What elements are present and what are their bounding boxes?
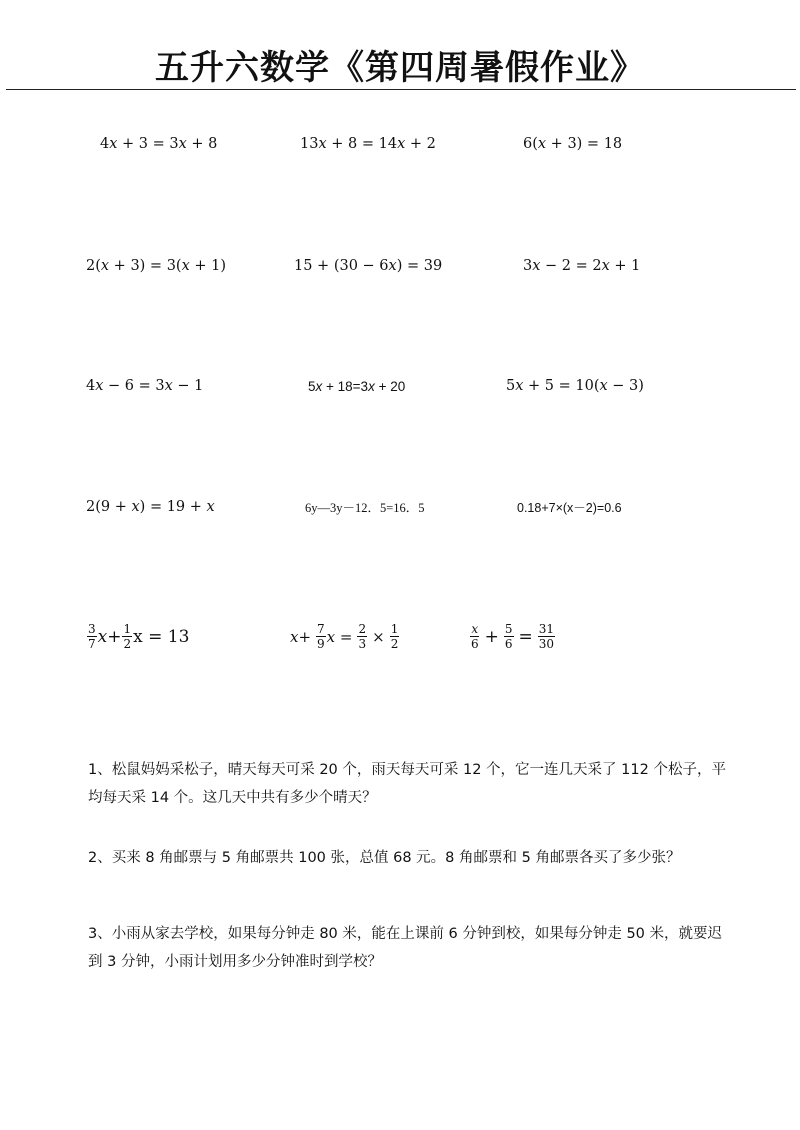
fraction: $\frac{1}{2}$ — [123, 622, 132, 651]
word-problem-2: 2、买来 8 角邮票与 5 角邮票共 100 张，总值 68 元。8 角邮票和 5 角邮票各买了多少张？ — [88, 850, 681, 866]
fraction: $\frac{5}{6}$ — [504, 622, 513, 651]
page-title: 五升六数学《第四周暑假作业》 — [155, 48, 645, 88]
fraction: $\frac{31}{30}$ — [538, 622, 555, 651]
equation: 2(9 + x) = 19 + x — [86, 499, 215, 515]
equation: 13x + 8 = 14x + 2 — [300, 136, 436, 152]
title-underline — [6, 89, 796, 90]
equation: 6y—3y－12．5=16．5 — [305, 501, 425, 515]
fraction: $\frac{3}{7}$ — [88, 622, 96, 651]
fraction: $\frac{2}{3}$ — [358, 622, 367, 651]
equation: 4x − 6 = 3x − 1 — [86, 378, 204, 394]
word-problem-3: 3、小雨从家去学校，如果每分钟走 80 米，能在上课前 6 分钟到校，如果每分钟走 50 米，就要迟到 3 分钟，小雨计划用多少分钟准时到学校？ — [88, 926, 723, 970]
equation: 2(x + 3) = 3(x + 1) — [86, 258, 227, 274]
fraction-equation: x+ $\frac{7}{9}$ x = $\frac{2}{3}$ × $\frac{1}{2}$ — [290, 622, 399, 651]
fraction-equation: $\frac{x}{6}$ + $\frac{5}{6}$ = $\frac{31}{30}$ — [471, 622, 555, 651]
word-problem-1: 1、松鼠妈妈采松子，晴天每天可采 20 个，雨天每天可采 12 个，它一连几天采了 112 个松子，平均每天采 14 个。这几天中共有多少个晴天？ — [88, 762, 726, 806]
equation: 6(x + 3) = 18 — [523, 136, 623, 152]
equation: 5x + 18=3x + 20 — [308, 379, 406, 394]
equation: 4x + 3 = 3x + 8 — [100, 136, 218, 152]
fraction: $\frac{7}{9}$ — [317, 622, 325, 651]
equation: 0.18+7×(x－2)=0.6 — [517, 501, 622, 515]
equation: 5x + 5 = 10(x − 3) — [506, 378, 644, 394]
fraction: $\frac{x}{6}$ — [471, 622, 479, 651]
fraction: $\frac{1}{2}$ — [390, 622, 399, 651]
fraction-equation: $\frac{3}{7}$ x+ $\frac{1}{2}$ x = 13 — [88, 622, 190, 651]
equation: 15 + (30 − 6x) = 39 — [294, 258, 443, 274]
equation: 3x − 2 = 2x + 1 — [523, 258, 641, 274]
